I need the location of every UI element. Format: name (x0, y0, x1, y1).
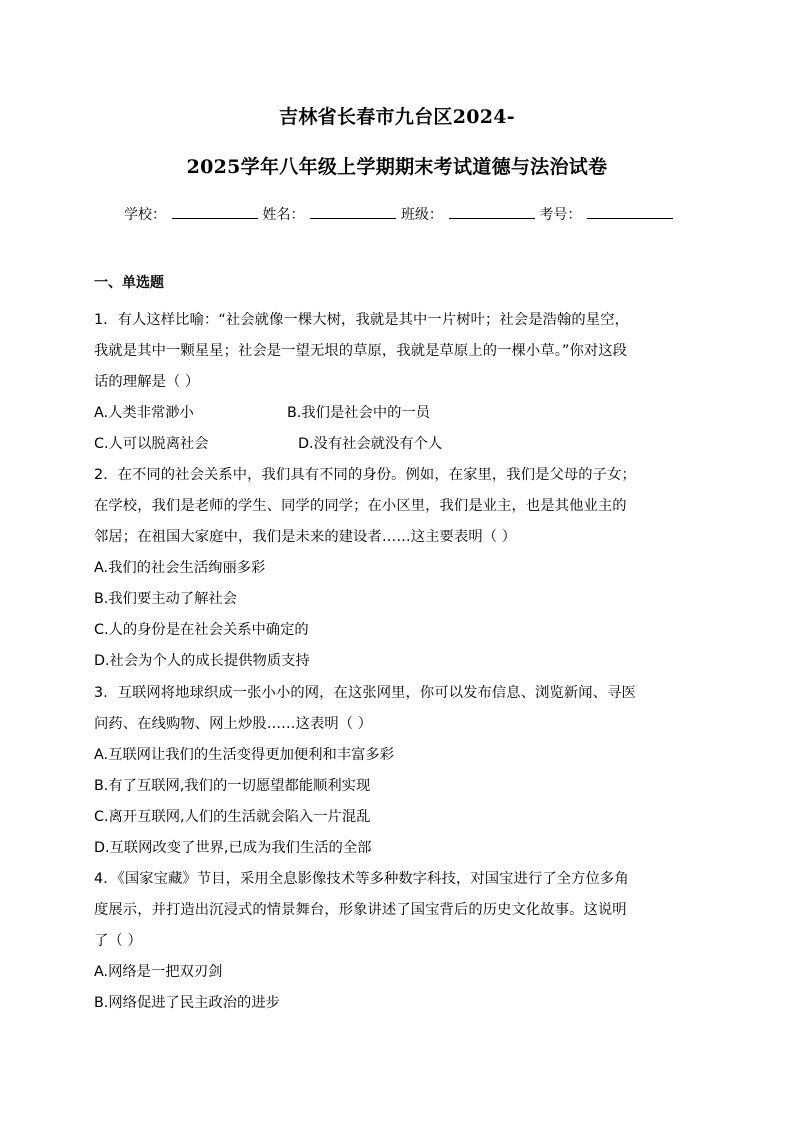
q1-option-a[interactable]: A.人类非常渺小 (94, 405, 194, 421)
name-blank[interactable] (310, 203, 396, 219)
name-label: 姓名： (262, 207, 305, 223)
q2-line-1: 2．在不同的社会关系中，我们具有不同的身份。例如，在家里，我们是父母的子女； (94, 467, 636, 483)
q3-line-1: 3．互联网将地球织成一张小小的网，在这张网里，你可以发布信息、浏览新闻、寻医 (94, 685, 636, 701)
section-title: 一、单选题 (94, 275, 164, 291)
q1-line-1: 1．有人这样比喻：“社会就像一棵大树，我就是其中一片树叶；社会是浩翰的星空， (94, 312, 629, 328)
q4-option-b[interactable]: B.网络促进了民主政治的进步 (94, 995, 280, 1011)
q1-option-b[interactable]: B.我们是社会中的一员 (287, 405, 431, 421)
q4-option-a[interactable]: A.网络是一把双刃剑 (94, 964, 223, 980)
q2-line-3: 邻居；在祖国大家庭中，我们是未来的建设者……这主要表明（ ） (94, 529, 517, 545)
exam-no-blank[interactable] (587, 203, 673, 219)
q3-option-a[interactable]: A.互联网让我们的生活变得更加便利和丰富多彩 (94, 747, 395, 763)
class-blank[interactable] (449, 203, 535, 219)
exam-no-label: 考号： (539, 207, 582, 223)
q1-line-2: 我就是其中一颗星星；社会是一望无垠的草原，我就是草原上的一棵小草。”你对这段 (94, 343, 628, 359)
student-info-row (124, 203, 673, 226)
q2-option-a[interactable]: A.我们的社会生活绚丽多彩 (94, 560, 266, 576)
q2-line-2: 在学校，我们是老师的学生、同学的同学；在小区里，我们是业主，也是其他业主的 (94, 498, 627, 514)
q2-option-d[interactable]: D.社会为个人的成长提供物质支持 (94, 653, 310, 669)
school-blank[interactable] (172, 203, 258, 219)
class-label: 班级： (400, 207, 443, 223)
q4-line-3: 了（ ） (94, 933, 142, 949)
q4-line-1: 4．《国家宝藏》节目，采用全息影像技术等多种数字科技，对国宝进行了全方位多角 (94, 871, 629, 887)
q2-option-b[interactable]: B.我们要主动了解社会 (94, 591, 238, 607)
q3-option-b[interactable]: B.有了互联网,我们的一切愿望都能顺利实现 (94, 778, 371, 794)
q3-option-c[interactable]: C.离开互联网,人们的生活就会陷入一片混乱 (94, 809, 371, 825)
q1-option-c[interactable]: C.人可以脱离社会 (94, 436, 209, 452)
exam-title-line-2: 2025学年八年级上学期期末考试道德与法治试卷 (186, 156, 608, 178)
q3-option-d[interactable]: D.互联网改变了世界,已成为我们生活的全部 (94, 840, 372, 856)
exam-title-line-1: 吉林省长春市九台区2024- (279, 106, 515, 128)
q1-option-d[interactable]: D.没有社会就没有个人 (298, 436, 443, 452)
q2-option-c[interactable]: C.人的身份是在社会关系中确定的 (94, 622, 309, 638)
school-label: 学校： (124, 207, 166, 223)
q3-line-2: 问药、在线购物、网上炒股……这表明（ ） (94, 716, 373, 732)
q4-line-2: 度展示，并打造出沉浸式的情景舞台，形象讲述了国宝背后的历史文化故事。这说明 (94, 902, 627, 918)
q1-line-3: 话的理解是（ ） (94, 374, 200, 390)
